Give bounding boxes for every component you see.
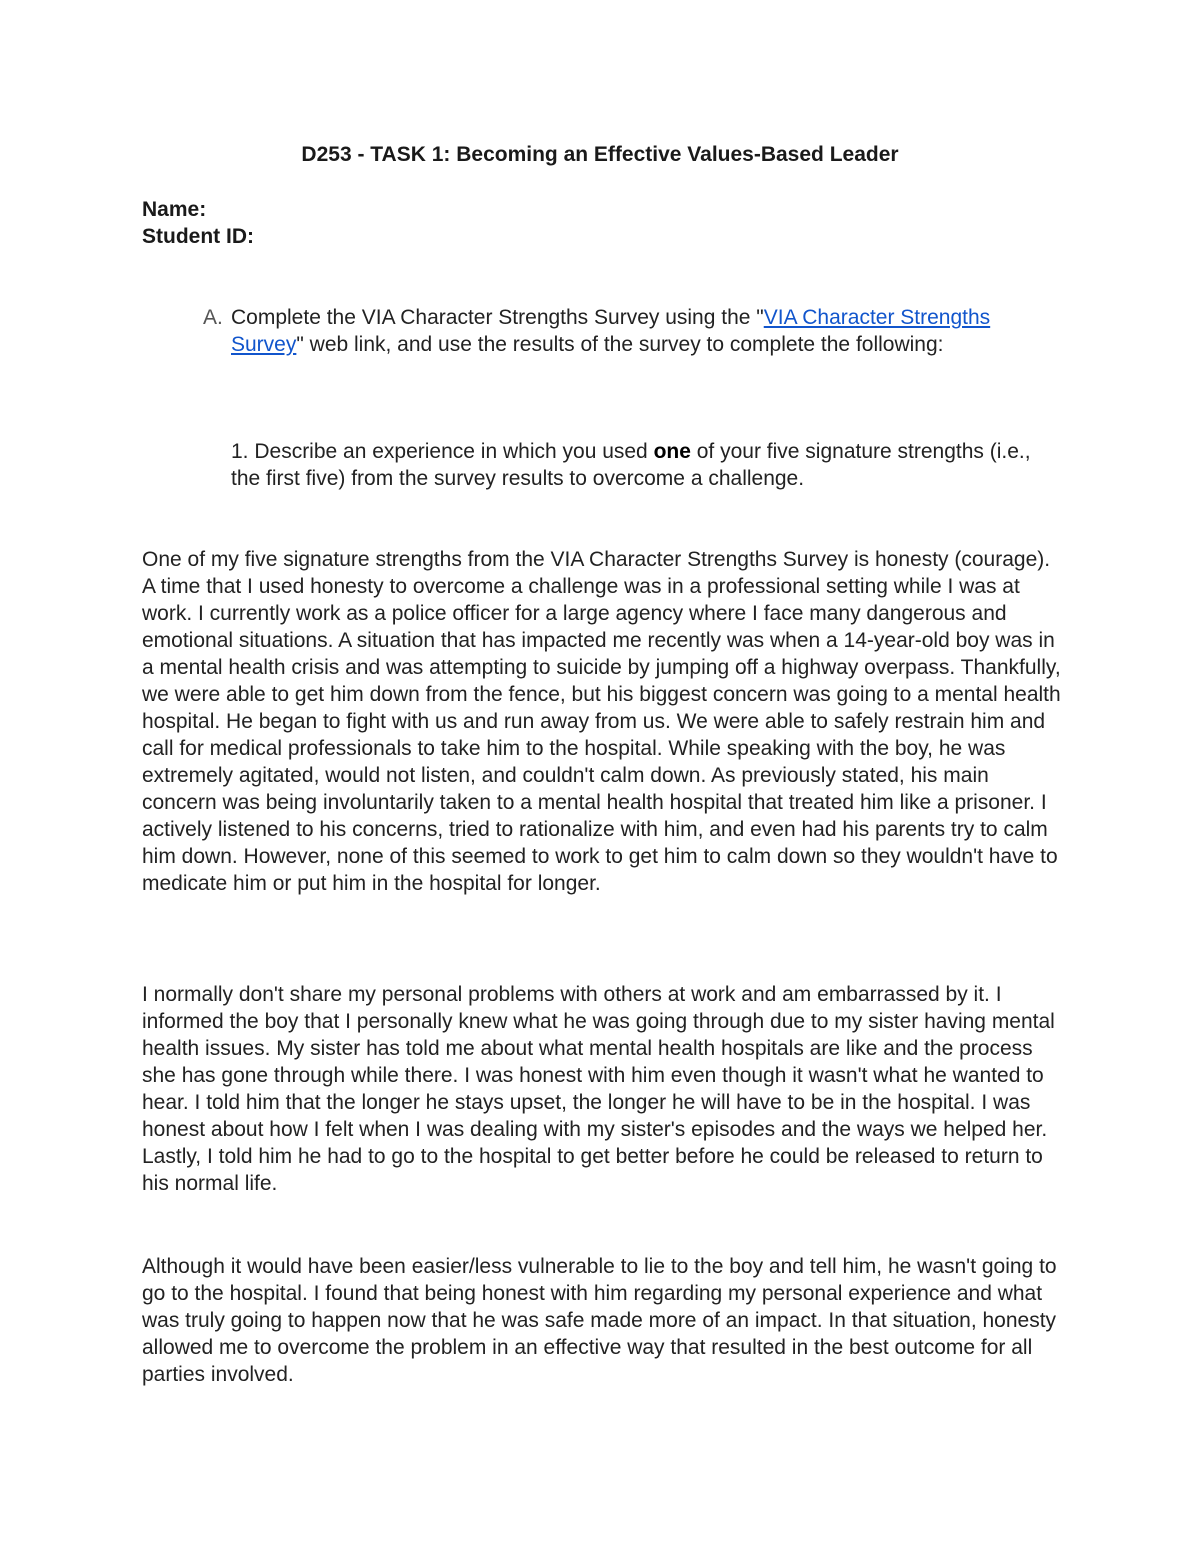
student-id-label: Student ID: [142,225,254,248]
section-a-text-after-link: " web link, and use the results of the survey to complete the following: [296,333,944,356]
response-paragraph-1: One of my five signature strengths from the VIA Character Strengths Survey is honesty (courage). A time that I used honesty to overcome a challenge was in a professional setting while I was at work. I currently work as a police officer for a large agency where I face many dangerous and emotional situations. A situation that has impacted me recently was when a 14-year-old boy was in a mental health crisis and was attempting to suicide by jumping off a highway overpass. Thankfully, we were able to get him down from the fence, but his biggest concern was going to a mental health hospital. He began to fight with us and run away from us. We were able to safely restrain him and call for medical professionals to take him to the hospital. While speaking with the boy, he was extremely agitated, would not listen, and couldn't calm down. As previously stated, his main concern was being involuntarily taken to a mental health hospital that treated him like a prisoner. I actively listened to his concerns, tried to rationalize with him, and even had his parents try to calm him down. However, none of this seemed to work to get him to calm down so they wouldn't have to medicate him or put him in the hospital for longer. [142,548,1061,895]
via-survey-link[interactable]: VIA Character Strengths Survey [231,306,991,356]
prompt-1 [231,438,1061,492]
response-paragraph-2: I normally don't share my personal problems with others at work and am embarrassed by it. I informed the boy that I personally knew what he was going through due to my sister having mental health issues. My sister has told me about what mental health hospitals are like and the process she has gone through while there. I was honest with him even though it wasn't what he wanted to hear. I told him that the longer he stays upset, the longer he will have to be in the hospital. I was honest about how I felt when I was dealing with my sister's episodes and the ways we helped her. Lastly, I told him he had to go to the hospital to get better before he could be released to return to his normal life. [142,983,1055,1195]
list-marker-a: A. [203,306,223,329]
response-paragraph-3: Although it would have been easier/less vulnerable to lie to the boy and tell him, he wasn't going to go to the hospital. I found that being honest with him regarding my personal experience and what was truly going to happen now that he was safe made more of an impact. In that situation, honesty allowed me to overcome the problem in an effective way that resulted in the best outcome for all parties involved. [142,1255,1057,1386]
prompt-1-text-after-bold: of your five signature strengths (i.e., the first five) from the survey results to overcome a challenge. [231,440,1031,490]
prompt-1-bold-word: one [653,440,691,463]
prompt-1-text-before-bold: 1. Describe an experience in which you used [231,440,654,463]
section-a-text-before-link: Complete the VIA Character Strengths Survey using the " [231,306,764,329]
document-title: D253 - TASK 1: Becoming an Effective Values-Based Leader [301,143,899,166]
section-a-instructions [231,304,1061,358]
name-label: Name: [142,198,207,221]
